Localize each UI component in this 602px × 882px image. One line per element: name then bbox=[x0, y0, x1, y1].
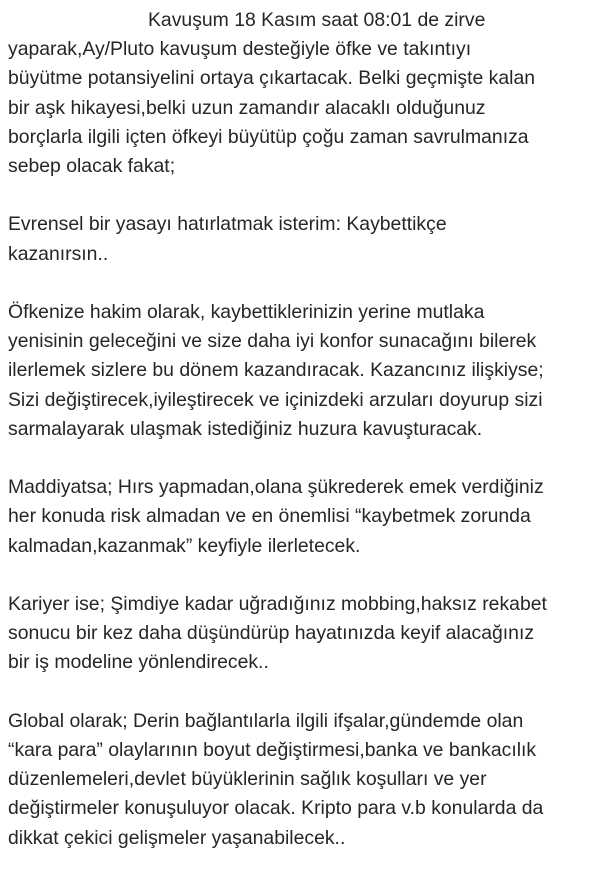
text-line: Maddiyatsa; Hırs yapmadan,olana şükrederek emek verdiğiniz bbox=[8, 476, 544, 499]
text-line: bir iş modeline yönlendirecek.. bbox=[8, 651, 269, 674]
text-line: her konuda risk almadan ve en önemlisi “kaybetmek zorunda bbox=[8, 505, 531, 528]
text-line: düzenlemeleri,devlet büyüklerinin sağlık koşulları ve yer bbox=[8, 768, 487, 791]
text-line: Öfkenize hakim olarak, kaybettiklerinizin yerine mutlaka bbox=[8, 301, 485, 323]
text-line: kazanırsın.. bbox=[8, 242, 109, 265]
paragraph-5 bbox=[8, 590, 598, 678]
text-line: Kavuşum 18 Kasım saat 08:01 de zirve bbox=[148, 9, 486, 31]
text-line: “kara para” olaylarının boyut değiştirmesi,banka ve bankacılık bbox=[8, 739, 537, 761]
paragraph-3 bbox=[8, 298, 598, 444]
text-line: büyütme potansiyelini ortaya çıkartacak. Belki geçmişte kalan bbox=[8, 67, 536, 90]
text-line: dikkat çekici gelişmeler yaşanabilecek.. bbox=[8, 826, 346, 849]
paragraph-1 bbox=[8, 6, 598, 181]
text-line: sarmalayarak ulaşmak istediğiniz huzura kavuşturacak. bbox=[8, 417, 483, 440]
text-line: yaparak,Ay/Pluto kavuşum desteğiyle öfke ve takıntıyı bbox=[8, 38, 472, 61]
text-line: Global olarak; Derin bağlantılarla ilgili ifşalar,gündemde olan bbox=[8, 709, 524, 732]
text-line: sebep olacak fakat; bbox=[8, 155, 176, 178]
text-line: Sizi değiştirecek,iyileştirecek ve içinizdeki arzuları doyurup sizi bbox=[8, 388, 543, 411]
text-line: kalmadan,kazanmak” keyfiyle ilerletecek. bbox=[8, 534, 361, 557]
text-line: yenisinin geleceğini ve size daha iyi konfor sunacağını bilerek bbox=[8, 330, 537, 353]
text-line: değiştirmeler konuşuluyor olacak. Kripto para v.b konularda da bbox=[8, 797, 544, 820]
document-body bbox=[8, 6, 598, 882]
text-line: bir aşk hikayesi,belki uzun zamandır alacaklı olduğunuz bbox=[8, 96, 486, 119]
text-line: Evrensel bir yasayı hatırlatmak isterim: Kaybettikçe bbox=[8, 213, 447, 236]
paragraph-2 bbox=[8, 210, 598, 268]
text-line: sonucu bir kez daha düşündürüp hayatınızda keyif alacağınız bbox=[8, 622, 535, 645]
paragraph-4 bbox=[8, 473, 598, 561]
text-line: Kariyer ise; Şimdiye kadar uğradığınız mobbing,haksız rekabet bbox=[8, 593, 547, 615]
text-line: ilerlemek sizlere bu dönem kazandıracak. Kazancınız ilişkiyse; bbox=[8, 359, 544, 382]
paragraph-6 bbox=[8, 707, 598, 853]
text-line: borçlarla ilgili içten öfkeyi büyütüp çoğu zaman savrulmanıza bbox=[8, 125, 529, 148]
